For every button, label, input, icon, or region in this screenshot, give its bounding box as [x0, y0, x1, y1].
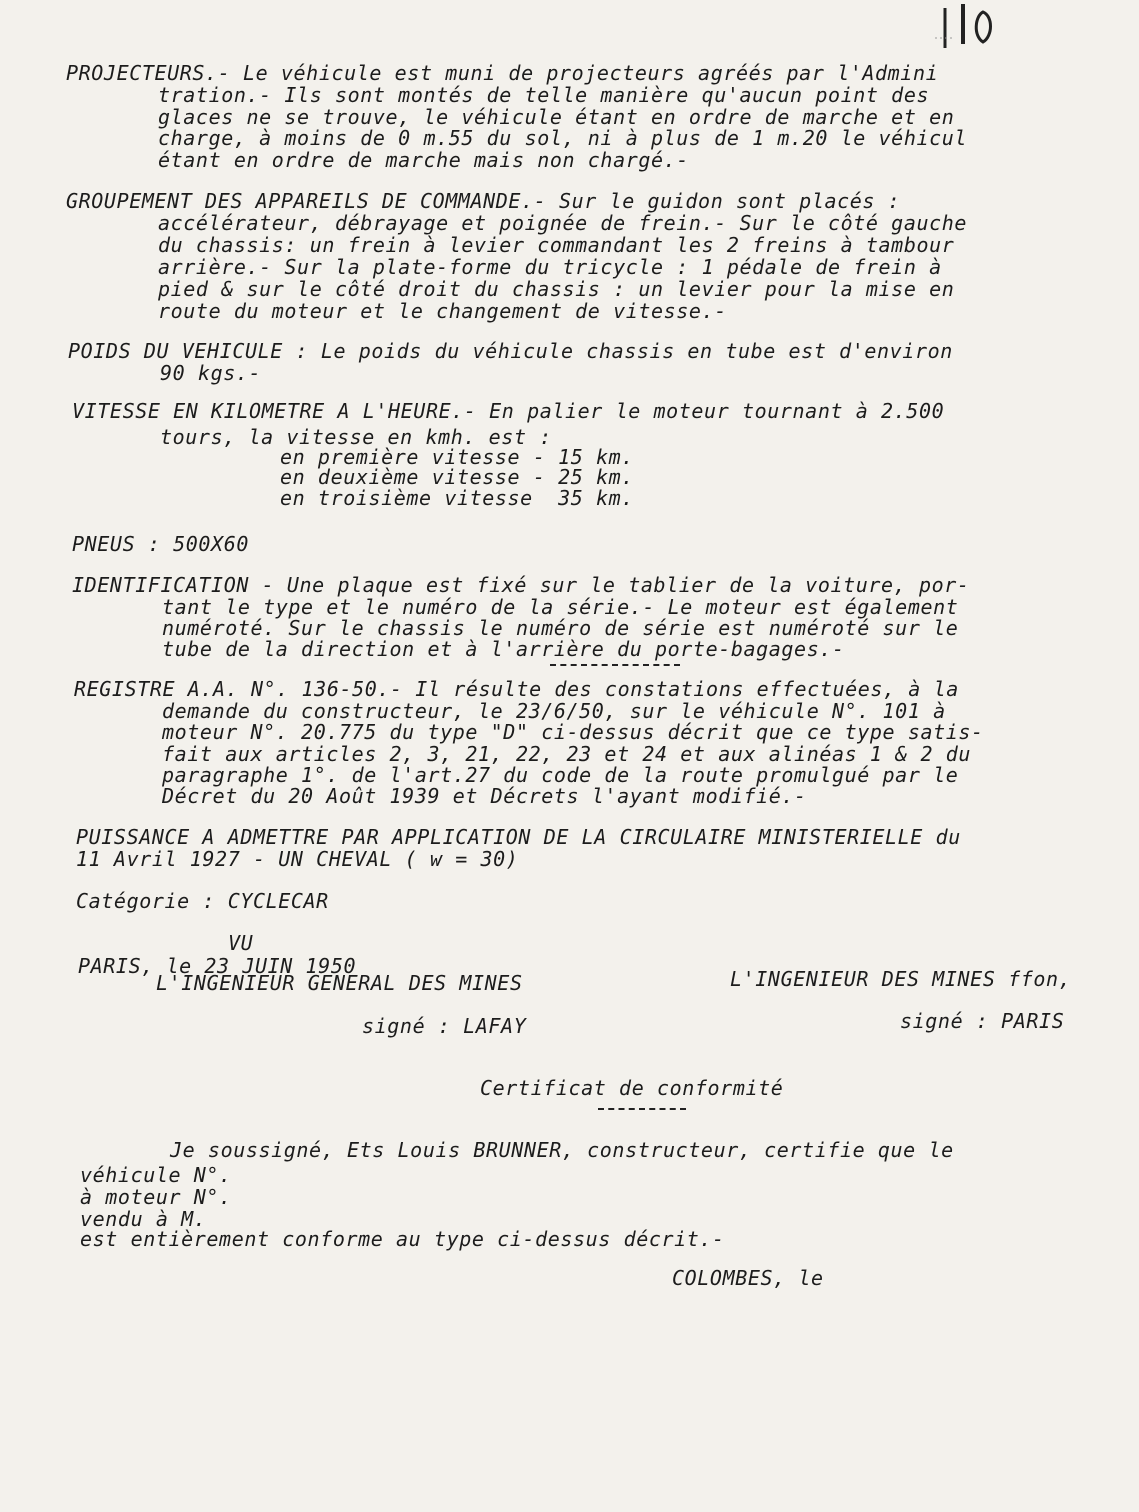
puissance-line-1: PUISSANCE A ADMETTRE PAR APPLICATION DE LA CIRCULAIRE MINISTERIELLE du [76, 825, 961, 849]
vitesse-third-gear: en troisième vitesse 35 km. [280, 486, 634, 510]
vitesse-line-1: VITESSE EN KILOMETRE A L'HEURE.- En palier le moteur tournant à 2.500 [72, 399, 945, 423]
groupement-line-5: pied & sur le côté droit du chassis : un levier pour la mise en [158, 277, 955, 301]
poids-line-2: 90 kgs.- [160, 361, 262, 385]
identification-line-1: IDENTIFICATION - Une plaque est fixé sur le tablier de la voiture, por- [72, 573, 970, 597]
vu-mark: VU [228, 931, 254, 955]
categorie-line: Catégorie : CYCLECAR [76, 889, 329, 913]
registre-line-2: demande du constructeur, le 23/6/50, sur le véhicule N°. 101 à [162, 699, 946, 723]
registre-line-1: REGISTRE A.A. N°. 136-50.- Il résulte des constations effectuées, à la [74, 677, 959, 701]
projecteurs-line-2: tration.- Ils sont montés de telle manière qu'aucun point des [158, 83, 930, 107]
vitesse-second-gear: en deuxième vitesse - 25 km. [280, 465, 634, 489]
corner-handwritten-mark [935, 0, 1025, 60]
left-signatory-title: L'INGENIEUR GENERAL DES MINES [156, 971, 523, 995]
certificate-title: Certificat de conformité [480, 1076, 784, 1100]
registre-line-3: moteur N°. 20.775 du type "D" ci-dessus décrit que ce type satis- [162, 720, 984, 744]
handwritten-number-icon [935, 0, 1025, 60]
registre-line-4: fait aux articles 2, 3, 21, 22, 23 et 24 et aux alinéas 1 & 2 du [162, 742, 972, 766]
right-signature: signé : PARIS [900, 1009, 1065, 1033]
certificate-line-2: véhicule N°. [80, 1163, 232, 1187]
certificate-line-4: vendu à M. [80, 1207, 207, 1231]
projecteurs-line-1: PROJECTEURS.- Le véhicule est muni de projecteurs agréés par l'Admini [66, 61, 939, 85]
projecteurs-line-5: étant en ordre de marche mais non chargé.- [158, 148, 689, 172]
projecteurs-line-4: charge, à moins de 0 m.55 du sol, ni à plus de 1 m.20 le véhicul [158, 126, 968, 150]
left-signature: signé : LAFAY [362, 1014, 527, 1038]
groupement-line-6: route du moteur et le changement de vitesse.- [158, 299, 727, 323]
identification-line-3: numéroté. Sur le chassis le numéro de série est numéroté sur le [162, 616, 959, 640]
section-divider [550, 664, 680, 666]
groupement-line-4: arrière.- Sur la plate-forme du tricycle : 1 pédale de frein à [158, 255, 942, 279]
certificate-line-3: à moteur N°. [80, 1185, 232, 1209]
puissance-line-2: 11 Avril 1927 - UN CHEVAL ( w = 30) [76, 847, 519, 871]
identification-line-4: tube de la direction et à l'arrière du porte-bagages.- [162, 637, 845, 661]
registre-line-6: Décret du 20 Août 1939 et Décrets l'ayant modifié.- [162, 784, 807, 808]
certificate-place-line: COLOMBES, le [672, 1266, 824, 1290]
groupement-line-3: du chassis: un frein à levier commandant les 2 freins à tambour [158, 233, 955, 257]
paris-date-line: PARIS, le 23 JUIN 1950 [78, 954, 357, 978]
groupement-line-1: GROUPEMENT DES APPAREILS DE COMMANDE.- Sur le guidon sont placés : [66, 189, 901, 213]
projecteurs-line-3: glaces ne se trouve, le véhicule étant en ordre de marche et en [158, 105, 955, 129]
vitesse-first-gear: en première vitesse - 15 km. [280, 445, 634, 469]
registre-line-5: paragraphe 1°. de l'art.27 du code de la route promulgué par le [162, 763, 959, 787]
poids-line-1: POIDS DU VEHICULE : Le poids du véhicule chassis en tube est d'environ [68, 339, 953, 363]
identification-line-2: tant le type et le numéro de la série.- Le moteur est également [162, 595, 959, 619]
right-signatory-title: L'INGENIEUR DES MINES ffon, [730, 967, 1072, 991]
certificate-title-underline [598, 1108, 686, 1110]
pneus-line: PNEUS : 500X60 [72, 532, 249, 556]
certificate-line-5: est entièrement conforme au type ci-dessus décrit.- [80, 1227, 725, 1251]
groupement-line-2: accélérateur, débrayage et poignée de frein.- Sur le côté gauche [158, 211, 968, 235]
certificate-line-1: Je soussigné, Ets Louis BRUNNER, constructeur, certifie que le [170, 1138, 954, 1162]
vitesse-line-2: tours, la vitesse en kmh. est : [160, 425, 552, 449]
